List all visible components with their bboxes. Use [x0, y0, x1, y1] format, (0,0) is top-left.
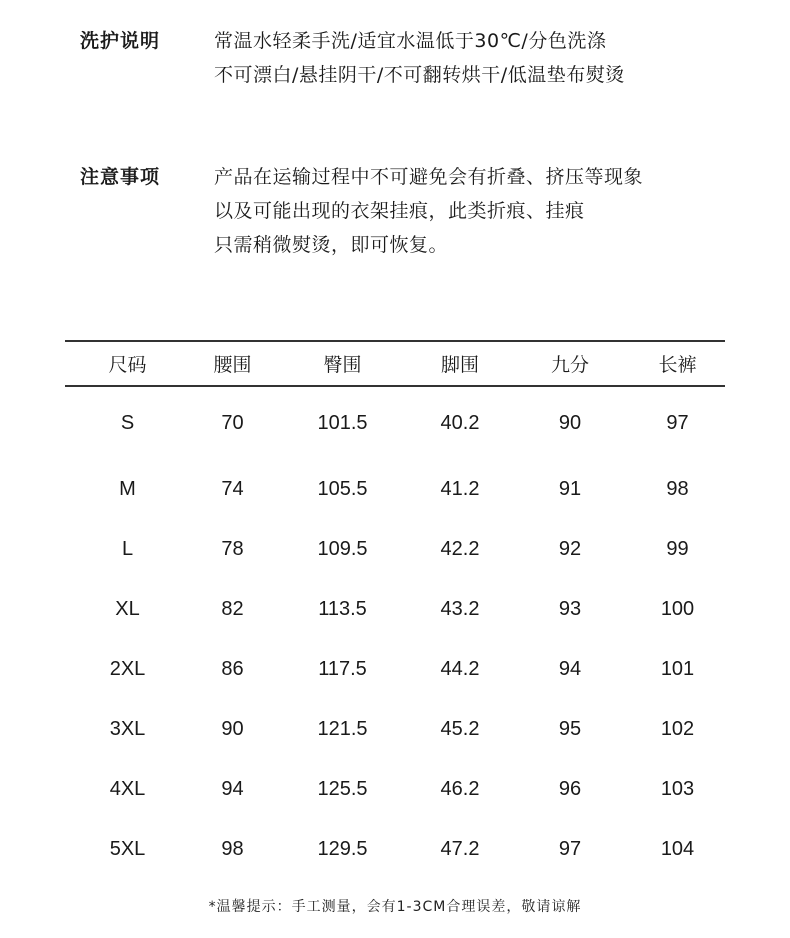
care-instructions-text: [214, 24, 625, 92]
size-chart-table: [65, 340, 725, 879]
table-cell: 97: [558, 837, 582, 860]
table-cell: 125.5: [317, 777, 368, 800]
table-row: [65, 459, 725, 519]
table-cell: 86: [221, 657, 244, 680]
table-cell: 90: [558, 411, 582, 434]
size-chart-header-row: [65, 341, 725, 386]
table-cell: S: [120, 411, 135, 434]
table-cell: 90: [221, 717, 244, 740]
table-row: [65, 386, 725, 459]
header-ninth-length: 九分: [550, 354, 589, 376]
table-cell: XL: [115, 597, 140, 620]
table-cell: M: [119, 477, 136, 500]
table-cell: 102: [660, 717, 695, 740]
table-row: [65, 639, 725, 699]
care-instructions-line: 常温水轻柔手洗/适宜水温低于30℃/分色洗涤: [214, 30, 607, 52]
table-cell: 100: [660, 597, 695, 620]
table-cell: 78: [221, 537, 244, 560]
table-cell: 98: [221, 837, 244, 860]
table-cell: 40.2: [440, 411, 480, 434]
table-cell: 2XL: [109, 657, 146, 680]
header-size: 尺码: [108, 354, 147, 376]
table-cell: 121.5: [317, 717, 368, 740]
table-cell: 92: [558, 537, 582, 560]
table-cell: 101.5: [317, 411, 368, 434]
care-instructions-line: 不可漂白/悬挂阴干/不可翻转烘干/低温垫布熨烫: [214, 64, 625, 86]
table-cell: 47.2: [440, 837, 480, 860]
table-cell: 98: [666, 477, 689, 500]
header-waist: 腰围: [213, 354, 252, 376]
table-cell: 3XL: [109, 717, 146, 740]
notice-line: 以及可能出现的衣架挂痕，此类折痕、挂痕: [214, 200, 585, 222]
table-cell: 42.2: [440, 537, 480, 560]
header-hem: 脚围: [440, 354, 479, 376]
table-cell: 99: [666, 537, 689, 560]
table-cell: 105.5: [317, 477, 368, 500]
table-cell: 45.2: [440, 717, 480, 740]
table-cell: 97: [666, 411, 689, 434]
table-cell: 96: [558, 777, 582, 800]
table-cell: 91: [558, 477, 582, 500]
table-row: [65, 759, 725, 819]
notice-section: [0, 160, 790, 270]
notice-line: 只需稍微熨烫，即可恢复。: [214, 234, 449, 256]
table-cell: 94: [558, 657, 582, 680]
table-cell: 4XL: [109, 777, 146, 800]
table-row: [65, 699, 725, 759]
header-full-length: 长裤: [658, 354, 697, 376]
table-cell: 101: [660, 657, 695, 680]
table-cell: 113.5: [318, 597, 367, 620]
notice-line: 产品在运输过程中不可避免会有折叠、挤压等现象: [214, 166, 644, 188]
measurement-disclaimer: *温馨提示：手工测量，会有1-3CM合理误差，敬请谅解: [208, 899, 582, 915]
table-cell: 104: [660, 837, 695, 860]
table-cell: 117.5: [318, 657, 367, 680]
header-hip: 臀围: [323, 354, 362, 376]
table-cell: 129.5: [317, 837, 368, 860]
table-cell: 44.2: [440, 657, 480, 680]
table-cell: 41.2: [440, 477, 480, 500]
table-row: [65, 819, 725, 879]
table-cell: 95: [558, 717, 582, 740]
notice-title: 注意事项: [80, 166, 161, 188]
table-cell: 103: [660, 777, 695, 800]
table-cell: 70: [221, 411, 244, 434]
table-cell: 94: [221, 777, 244, 800]
table-cell: L: [121, 537, 134, 560]
table-cell: 74: [221, 477, 244, 500]
table-cell: 93: [558, 597, 582, 620]
table-cell: 46.2: [440, 777, 480, 800]
table-row: [65, 579, 725, 639]
table-cell: 109.5: [317, 537, 368, 560]
table-cell: 82: [221, 597, 244, 620]
care-instructions-title: 洗护说明: [80, 30, 161, 52]
notice-text: [214, 160, 643, 262]
table-row: [65, 519, 725, 579]
table-cell: 43.2: [440, 597, 480, 620]
table-cell: 5XL: [109, 837, 146, 860]
care-instructions-section: [0, 24, 790, 104]
